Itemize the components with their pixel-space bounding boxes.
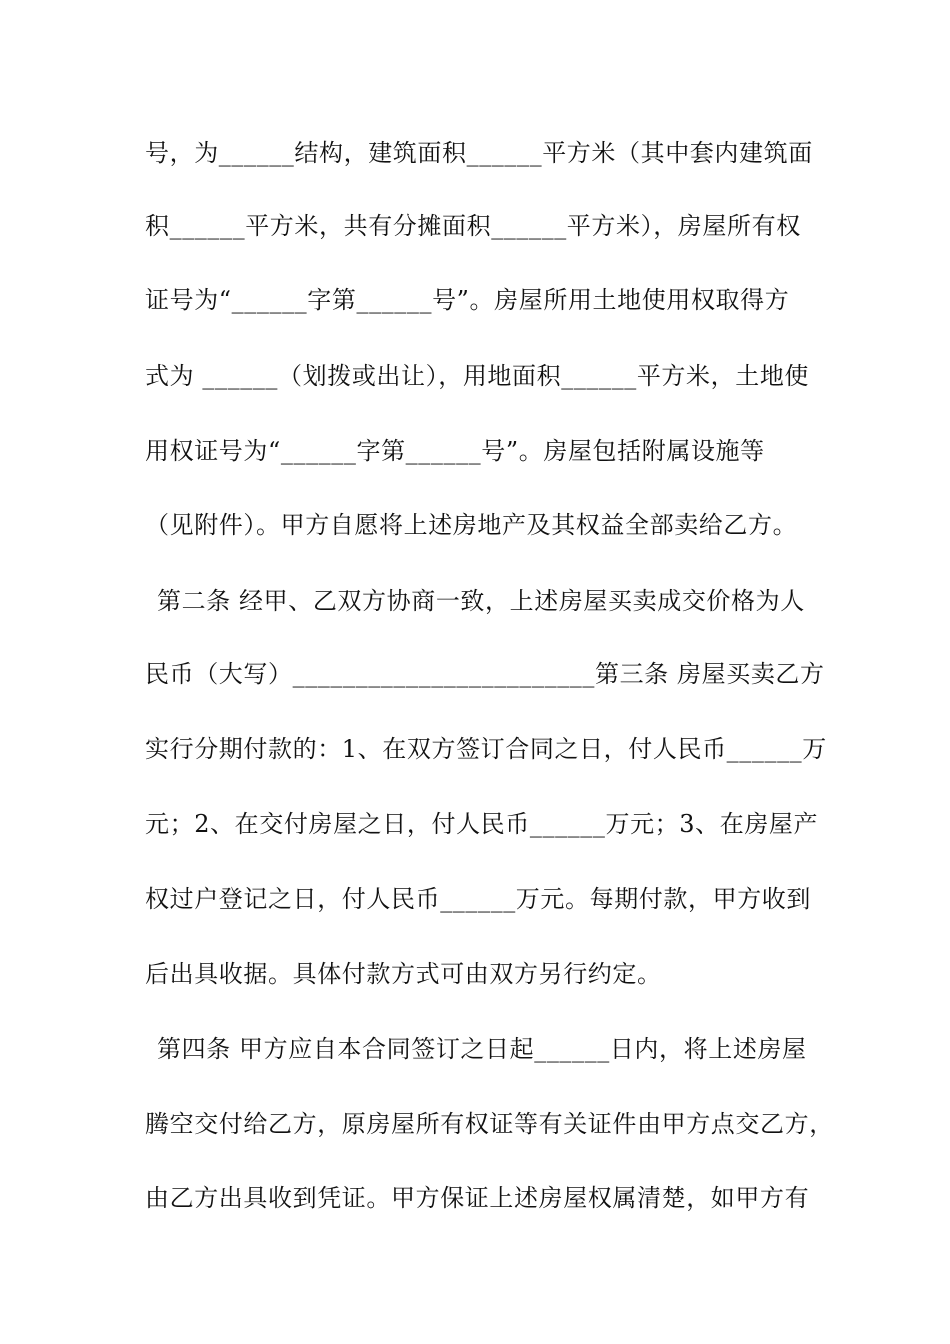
text-line: 证号为“______字第______号”。房屋所用土地使用权取得方 (145, 286, 790, 314)
article-4-heading-line: 第四条 甲方应自本合同签订之日起______日内，将上述房屋 (157, 1035, 807, 1063)
text-line: 由乙方出具收到凭证。甲方保证上述房屋权属清楚，如甲方有 (145, 1184, 810, 1212)
text-line: 号，为______结构，建筑面积______平方米（其中套内建筑面 (145, 139, 813, 167)
text-line: （见附件）。甲方自愿将上述房地产及其权益全部卖给乙方。 (145, 511, 798, 539)
text-line: 腾空交付给乙方，原房屋所有权证等有关证件由甲方点交乙方， (145, 1110, 834, 1138)
text-line: 实行分期付款的：1、在双方签订合同之日，付人民币______万 (145, 735, 827, 763)
text-line: 后出具收据。具体付款方式可由双方另行约定。 (145, 960, 662, 988)
text-line: 民币（大写）________________________第三条 房屋买卖乙方 (145, 660, 825, 688)
text-line: 元；2、在交付房屋之日，付人民币______万元；3、在房屋产 (145, 810, 819, 838)
text-line: 积______平方米，共有分摊面积______平方米），房屋所有权 (145, 212, 801, 240)
text-line: 用权证号为“______字第______号”。房屋包括附属设施等 (145, 437, 765, 465)
text-line: 式为 ______（划拨或出让），用地面积______平方米，土地使 (145, 362, 810, 390)
text-line: 权过户登记之日，付人民币______万元。每期付款，甲方收到 (145, 885, 811, 913)
article-2-heading-line: 第二条 经甲、乙双方协商一致，上述房屋买卖成交价格为人 (157, 587, 805, 615)
